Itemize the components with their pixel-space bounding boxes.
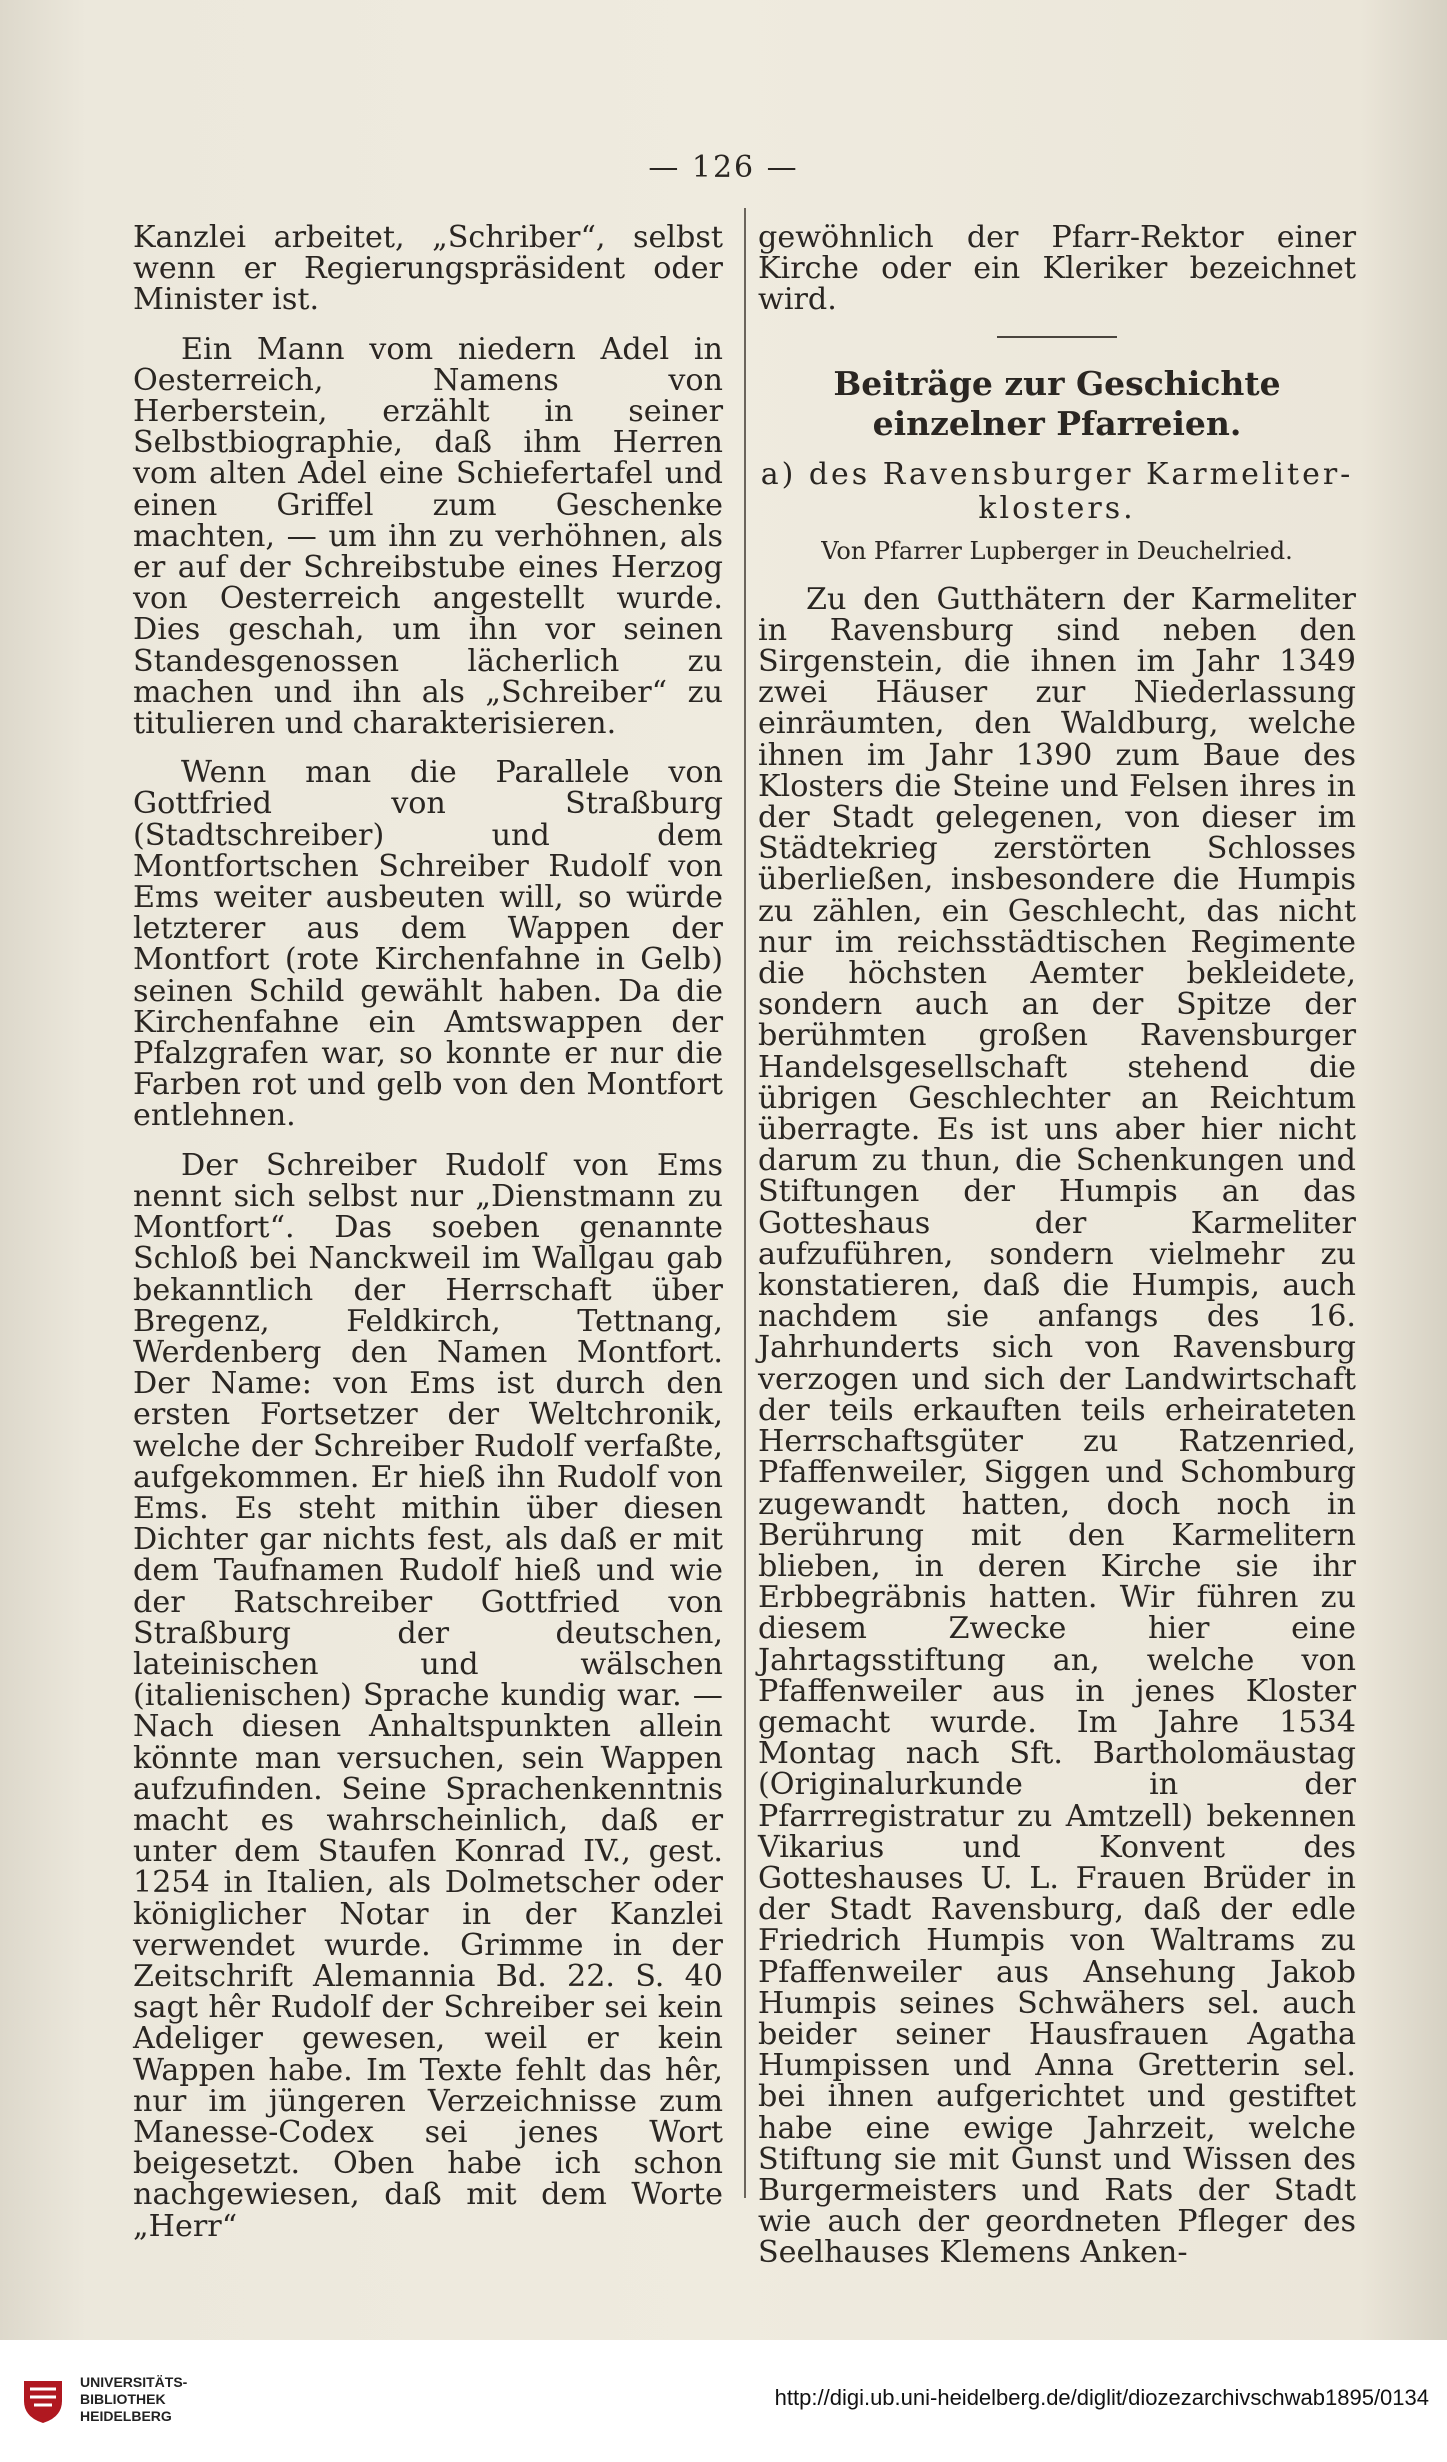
paragraph: Der Schreiber Rudolf von Ems nennt sich selbst nur „Dienstmann zu Montfort“. Das soeben genannte Schloß bei Nanckweil im Wallgau gab bekanntlich der Herrschaft über Bregenz, Feldkirch, Tettnang, Werdenberg den Namen Montfort. Der Name: von Ems ist durch den ersten Fortsetzer der Weltchronik, welche der Schreiber Rudolf verfaßte, aufgekommen. Er hieß ihn Rudolf von Ems. Es steht mithin über diesen Dichter gar nichts fest, als daß er mit dem Taufnamen Rudolf hieß und wie der Ratschreiber Gottfried von Straßburg der deutschen, lateinischen und wälschen (italienischen) Sprache kundig war. — Nach diesen Anhaltspunkten allein könnte man versuchen, sein Wappen aufzufinden. Seine Sprachenkenntnis macht es wahrscheinlich, daß er unter dem Staufen Konrad IV., gest. 1254 in Italien, als Dolmetscher oder königlicher Notar in der Kanzlei verwendet wurde. Grimme in der Zeitschrift Alemannia Bd. 22. S. 40 sagt hêr Rudolf der Schreiber sei kein Adeliger gewesen, weil er kein Wappen habe. Im Texte fehlt das hêr, nur im jüngeren Verzeichnisse zum Manesse-Codex sei jenes Wort beigesetzt. Oben habe ich schon nachgewiesen, daß mit dem Worte „Herr“: [133, 1147, 723, 2244]
library-line: HEIDELBERG: [80, 2408, 172, 2424]
footer-bar: [0, 2340, 1447, 2462]
left-column: [133, 222, 723, 2260]
section-subheading: a) des Ravensburger Karmeliter-klosters.: [760, 456, 1354, 526]
section-separator: [997, 336, 1117, 338]
paragraph: Zu den Gutthätern der Karmeliter in Ravensburg sind neben den Sirgenstein, die ihnen im Jahr 1349 zwei Häuser zur Niederlassung einräumten, den Waldburg, welche ihnen im Jahr 1390 zum Baue des Klosters die Steine und Felsen ihres in der Stadt gelegenen, von dieser im Städtekrieg zerstörten Schlosses überließen, insbesondere die Humpis zu zählen, ein Geschlecht, das nicht nur im reichsstädtischen Regimente die höchsten Aemter bekleidete, sondern auch an der Spitze der berühmten großen Ravensburger Handelsgesellschaft stehend die übrigen Geschlechter an Reichtum überragte. Es ist uns aber hier nicht darum zu thun, die Schenkungen und Stiftungen der Humpis an das Gotteshaus der Karmeliter aufzuführen, sondern vielmehr zu konstatieren, daß die Humpis, auch nachdem sie anfangs des 16. Jahrhunderts sich von Ravensburg verzogen und sich der Landwirtschaft der teils erkauften teils erheirateten Herrschaftsgüter zu Ratzenried, Pfaffenweiler, Siggen und Schomburg zugewandt hatten, doch noch in Berührung mit den Karmelitern blieben, in deren Kirche sie ihr Erbbegräbnis hatten. Wir führen zu diesem Zwecke hier eine Jahrtagsstiftung an, welche von Pfaffenweiler aus in jenes Kloster gemacht wurde. Im Jahre 1534 Montag nach Sft. Bartholomäustag (Originalurkunde in der Pfarrregistratur zu Amtzell) bekennen Vikarius und Konvent des Gotteshauses U. L. Frauen Brüder in der Stadt Ravensburg, daß der edle Friedrich Humpis von Waltrams zu Pfaffenweiler aus Ansehung Jakob Humpis seines Schwähers sel. auch beider seiner Hausfrauen Agatha Humpissen und Anna Gretterin sel. bei ihnen aufgerichtet und gestiftet habe eine ewige Jahrzeit, welche Stiftung sie mit Gunst und Wissen des Burgermeisters und Rats der Stadt wie auch der geordneten Pfleger des Seelhauses Klemens Anken-: [758, 581, 1356, 2271]
source-url-link[interactable]: http://digi.ub.uni-heidelberg.de/diglit/diozezarchivschwab1895/0134: [774, 2385, 1429, 2410]
right-column: [758, 222, 1356, 2287]
section-heading: Beiträge zur Geschichte einzelner Pfarreien.: [833, 363, 1281, 443]
paragraph: gewöhnlich der Pfarr-Rektor einer Kirche oder ein Kleriker bezeichnet wird.: [758, 220, 1356, 318]
library-name: [80, 2374, 187, 2425]
library-line: UNIVERSITÄTS-: [80, 2374, 188, 2390]
paragraph: Wenn man die Parallele von Gottfried von Straßburg (Stadtschreiber) und dem Montfortschen Schreiber Rudolf von Ems weiter ausbeuten will, so würde letzterer aus dem Wappen der Montfort (rote Kirchenfahne in Gelb) seinen Schild gewählt haben. Da die Kirchenfahne ein Amtswappen der Pfalzgrafen war, so konnte er nur die Farben rot und gelb von den Montfort entlehnen.: [133, 755, 723, 1134]
page-number: — 126 —: [648, 150, 799, 185]
column-divider: [744, 208, 746, 2198]
library-line: BIBLIOTHEK: [80, 2391, 166, 2407]
paragraph: Ein Mann vom niedern Adel in Oesterreich, Namens von Herberstein, erzählt in seiner Selbstbiographie, daß ihm Herren vom alten Adel eine Schiefertafel und einen Griffel zum Geschenke machten, — um ihn zu verhöhnen, als er auf der Schreibstube eines Herzog von Oesterreich angestellt wurde. Dies geschah, um ihn vor seinen Standesgenossen lächerlich zu machen und ihn als „Schreiber“ zu titulieren und charakterisieren.: [133, 331, 723, 742]
author-line: Von Pfarrer Lupberger in Deuchelried.: [821, 536, 1293, 565]
paragraph: Kanzlei arbeitet, „Schriber“, selbst wenn er Regierungspräsident oder Minister ist.: [133, 220, 723, 318]
university-seal-icon: [20, 2375, 66, 2425]
